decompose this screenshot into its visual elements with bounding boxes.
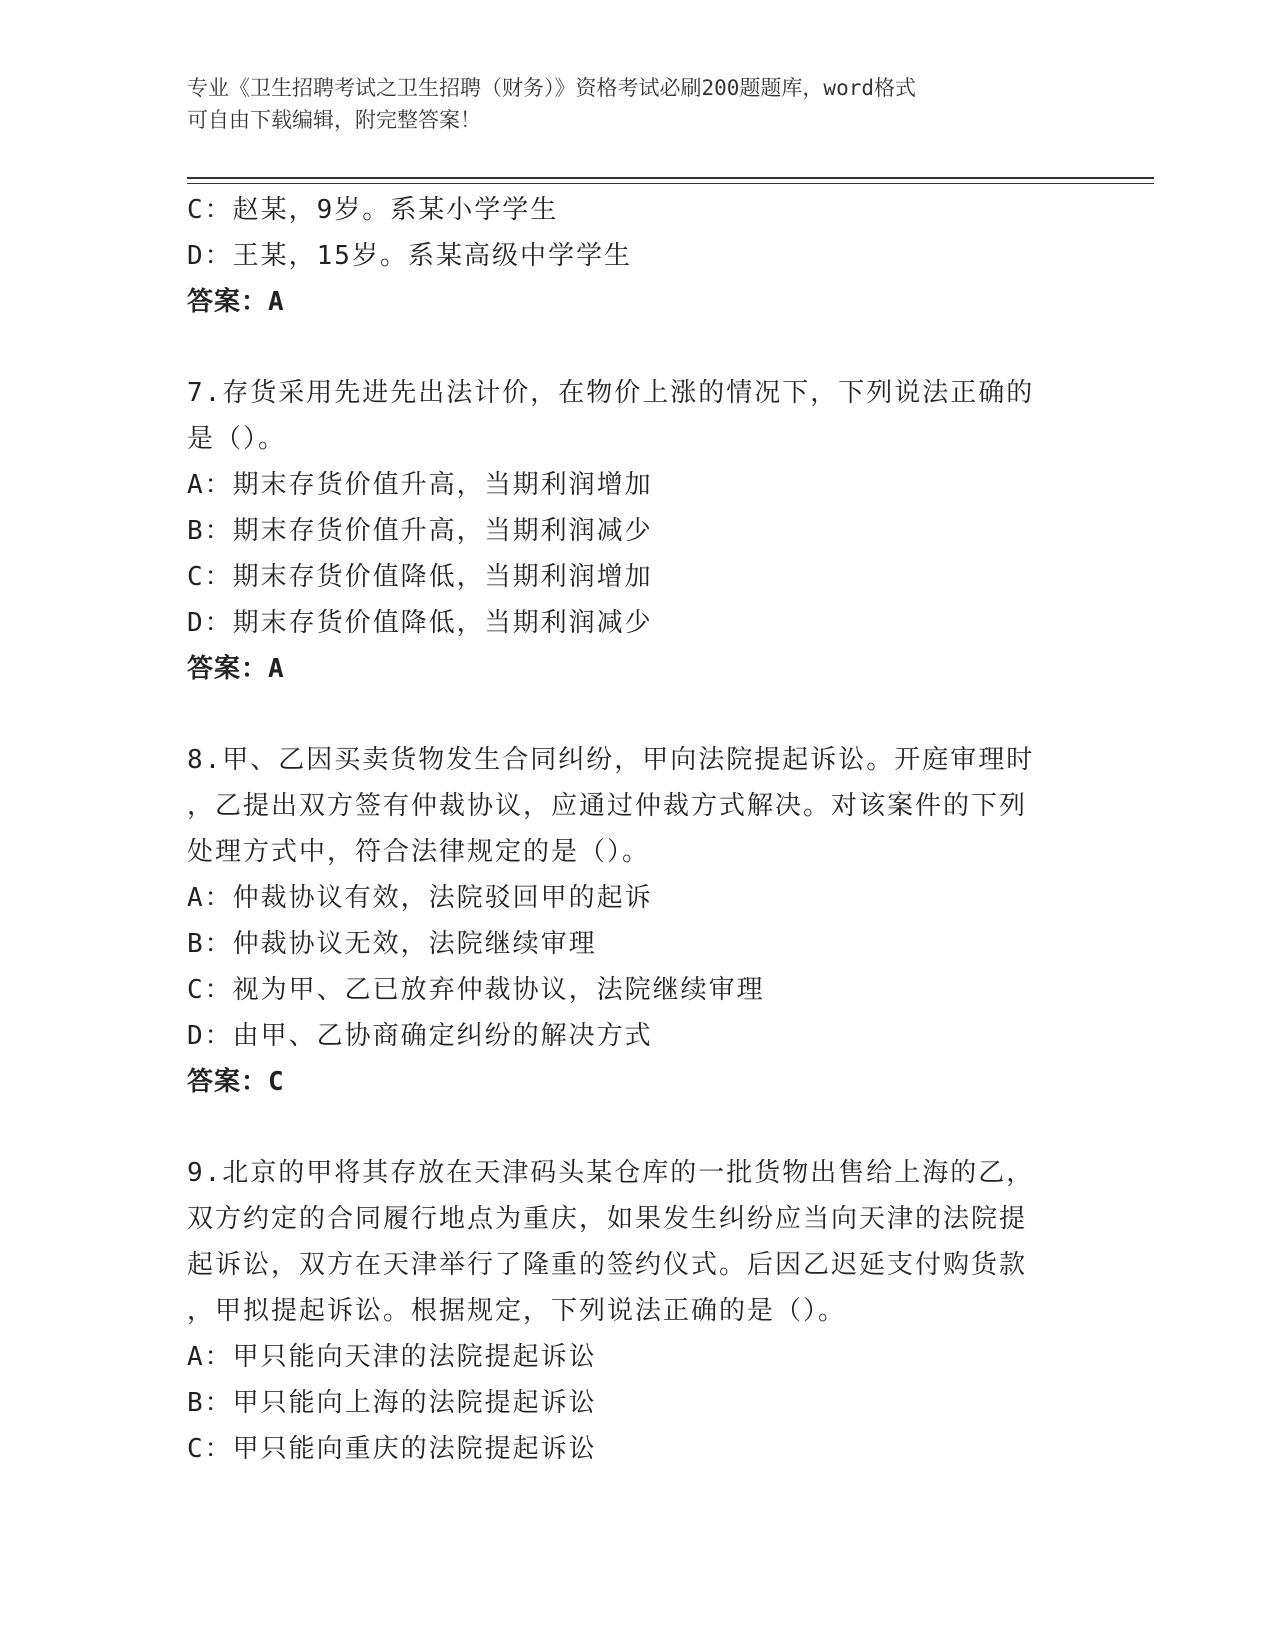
question-stem-line: 是（）。 bbox=[187, 424, 287, 454]
option-c: C：甲只能向重庆的法院提起诉讼 bbox=[187, 1434, 597, 1464]
option-a: A：仲裁协议有效，法院驳回甲的起诉 bbox=[187, 883, 653, 913]
option-d: D：期末存货价值降低，当期利润减少 bbox=[187, 608, 653, 638]
question-content bbox=[187, 187, 1067, 1472]
option-c: C：期末存货价值降低，当期利润增加 bbox=[187, 562, 653, 592]
question-stem-line: 8.甲、乙因买卖货物发生合同纠纷，甲向法院提起诉讼。开庭审理时 bbox=[187, 745, 1035, 775]
option-b: B：甲只能向上海的法院提起诉讼 bbox=[187, 1388, 597, 1418]
document-header bbox=[187, 72, 1067, 136]
header-title-line-2: 可自由下载编辑，附完整答案！ bbox=[187, 108, 481, 132]
option-d: D：王某，15岁。系某高级中学学生 bbox=[187, 241, 632, 271]
option-a: A：期末存货价值升高，当期利润增加 bbox=[187, 470, 653, 500]
question-stem-line: 7.存货采用先进先出法计价，在物价上涨的情况下，下列说法正确的 bbox=[187, 378, 1035, 408]
question-stem-line: 处理方式中，符合法律规定的是（）。 bbox=[187, 837, 651, 867]
option-a: A：甲只能向天津的法院提起诉讼 bbox=[187, 1342, 597, 1372]
option-b: B：仲裁协议无效，法院继续审理 bbox=[187, 929, 597, 959]
option-d: D：由甲、乙协商确定纠纷的解决方式 bbox=[187, 1021, 653, 1051]
question-9 bbox=[187, 1150, 1067, 1472]
question-stem-line: ，乙提出双方签有仲裁协议，应通过仲裁方式解决。对该案件的下列 bbox=[187, 791, 1028, 821]
question-6-continuation bbox=[187, 187, 1067, 325]
header-divider-thin bbox=[187, 183, 1154, 184]
option-c: C：赵某，9岁。系某小学学生 bbox=[187, 195, 559, 225]
option-b: B：期末存货价值升高，当期利润减少 bbox=[187, 516, 653, 546]
question-stem-line: ，甲拟提起诉讼。根据规定，下列说法正确的是（）。 bbox=[187, 1296, 847, 1326]
option-c: C：视为甲、乙已放弃仲裁协议，法院继续审理 bbox=[187, 975, 765, 1005]
question-7 bbox=[187, 370, 1067, 692]
question-stem-line: 双方约定的合同履行地点为重庆，如果发生纠纷应当向天津的法院提 bbox=[187, 1204, 1028, 1234]
header-title-line-1: 专业《卫生招聘考试之卫生招聘（财务）》资格考试必刷200题题库，word格式 bbox=[187, 76, 916, 100]
question-stem-line: 起诉讼，双方在天津举行了隆重的签约仪式。后因乙迟延支付购货款 bbox=[187, 1250, 1028, 1280]
answer-line: 答案：A bbox=[187, 654, 285, 684]
question-stem-line: 9.北京的甲将其存放在天津码头某仓库的一批货物出售给上海的乙， bbox=[187, 1158, 1035, 1188]
answer-line: 答案：A bbox=[187, 287, 285, 317]
answer-line: 答案：C bbox=[187, 1067, 285, 1097]
question-8 bbox=[187, 737, 1067, 1105]
header-divider-thick bbox=[187, 177, 1154, 179]
